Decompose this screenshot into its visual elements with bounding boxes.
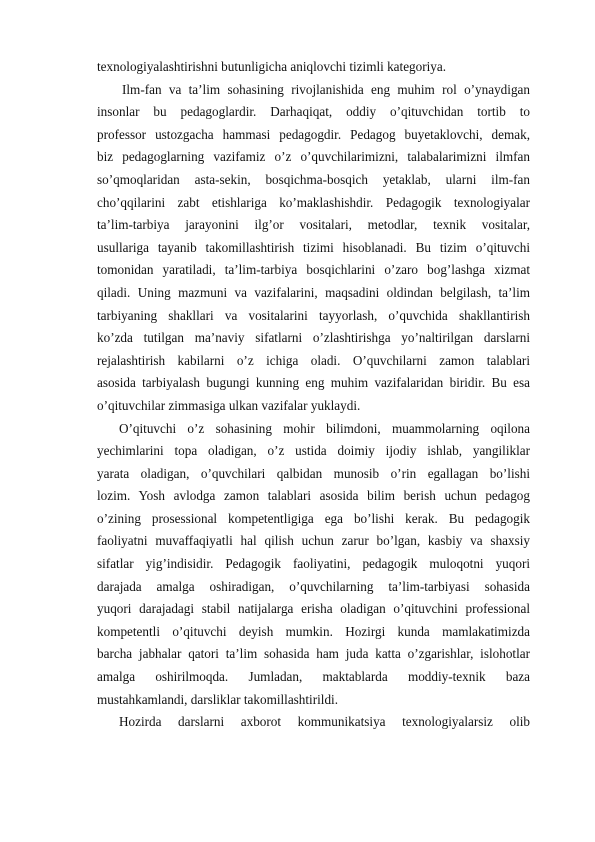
- text-line: tomonidan yaratiladi, ta’lim-tarbiya bosqichlarini o’zaro bog’lashga xizmat: [97, 262, 530, 278]
- text-line: o’zining prosessional kompetentligiga ega bo’lishi kerak. Bu pedagogik: [97, 510, 530, 526]
- paragraph-last-line: mustahkamlandi, darsliklar takomillashtirildi.: [97, 691, 338, 707]
- text-line: asosida tarbiyalash bugungi kunning eng muhim vazifalaridan biridir. Bu esa: [97, 375, 530, 391]
- text-line: yuqori darajadagi stabil natijalarga erisha oladigan o’qituvchini professional: [97, 601, 530, 617]
- paragraph-first-line: Hozirda darslarni axborot kommunikatsiya texnologiyalarsiz olib: [119, 714, 530, 730]
- paragraph-first-line: Ilm-fan va ta’lim sohasining rivojlanishida eng muhim rol o’ynaydigan: [122, 81, 530, 97]
- text-line: amalga oshirilmoqda. Jumladan, maktablarda moddiy-texnik baza: [97, 669, 530, 685]
- text-line: texnologiyalashtirishni butunligicha aniqlovchi tizimli kategoriya.: [97, 59, 447, 74]
- text-line: barcha jabhalar qatori ta’lim sohasida ham juda katta o’zgarishlar, islohotlar: [97, 646, 530, 662]
- text-line: faoliyatni muvaffaqiyatli hal qilish uchun zarur bo’lgan, kasbiy va shaxsiy: [97, 533, 530, 549]
- paragraph-last-line: o’qituvchilar zimmasiga ulkan vazifalar yuklaydi.: [97, 397, 361, 413]
- text-line: ta’lim-tarbiya jarayonini ilg’or vositalari, metodlar, texnik vositalar,: [97, 217, 530, 233]
- text-line: so’qmoqlaridan asta-sekin, bosqichma-bosqich yetaklab, ularni ilm-fan: [97, 171, 530, 187]
- text-line: ko’zda tutilgan ma’naviy sifatlarni o’zlashtirishga yo’naltirilgan darslarni: [97, 330, 530, 346]
- text-line: usullariga tayanib takomillashtirish tizimi hisoblanadi. Bu tizim o’qituvchi: [97, 239, 530, 255]
- text-line: sifatlar yig’indisidir. Pedagogik faoliyatini, pedagogik muloqotni yuqori: [97, 556, 530, 572]
- text-line: biz pedagoglarning vazifamiz o’z o’quvchilarimizni, talabalarimizni ilmfan: [97, 149, 530, 165]
- text-line: insonlar bu pedagoglardir. Darhaqiqat, oddiy o’qituvchidan tortib to: [97, 104, 530, 120]
- text-line: yarata oladigan, o’quvchilari qalbidan munosib o’rin egallagan bo’lishi: [97, 465, 530, 481]
- text-line: lozim. Yosh avlodga zamon talablari asosida bilim berish uchun pedagog: [97, 488, 530, 504]
- document-page: [97, 56, 530, 734]
- text-line: professor ustozgacha hammasi pedagogdir. Pedagog buyetaklovchi, demak,: [97, 126, 530, 142]
- text-line: yechimlarini topa oladigan, o’z ustida doimiy ijodiy ishlab, yangiliklar: [97, 443, 530, 459]
- text-line: rejalashtirish kabilarni o’z ichiga oladi. O’quvchilarni zamon talablari: [97, 352, 530, 368]
- text-line: qiladi. Uning mazmuni va vazifalarini, maqsadini oldindan belgilash, ta’lim: [97, 284, 530, 300]
- text-line: cho’qqilarini zabt etishlariga ko’maklashishdir. Pedagogik texnologiyalar: [97, 194, 530, 210]
- text-line: kompetentli o’qituvchi deyish mumkin. Hozirgi kunda mamlakatimizda: [97, 623, 530, 639]
- text-line: darajada amalga oshiradigan, o’quvchilarning ta’lim-tarbiyasi sohasida: [97, 578, 530, 594]
- text-line: tarbiyaning shakllari va vositalarini tayyorlash, o’quvchida shakllantirish: [97, 307, 530, 323]
- paragraph-first-line: O’qituvchi o’z sohasining mohir bilimdoni, muammolarning oqilona: [119, 420, 530, 436]
